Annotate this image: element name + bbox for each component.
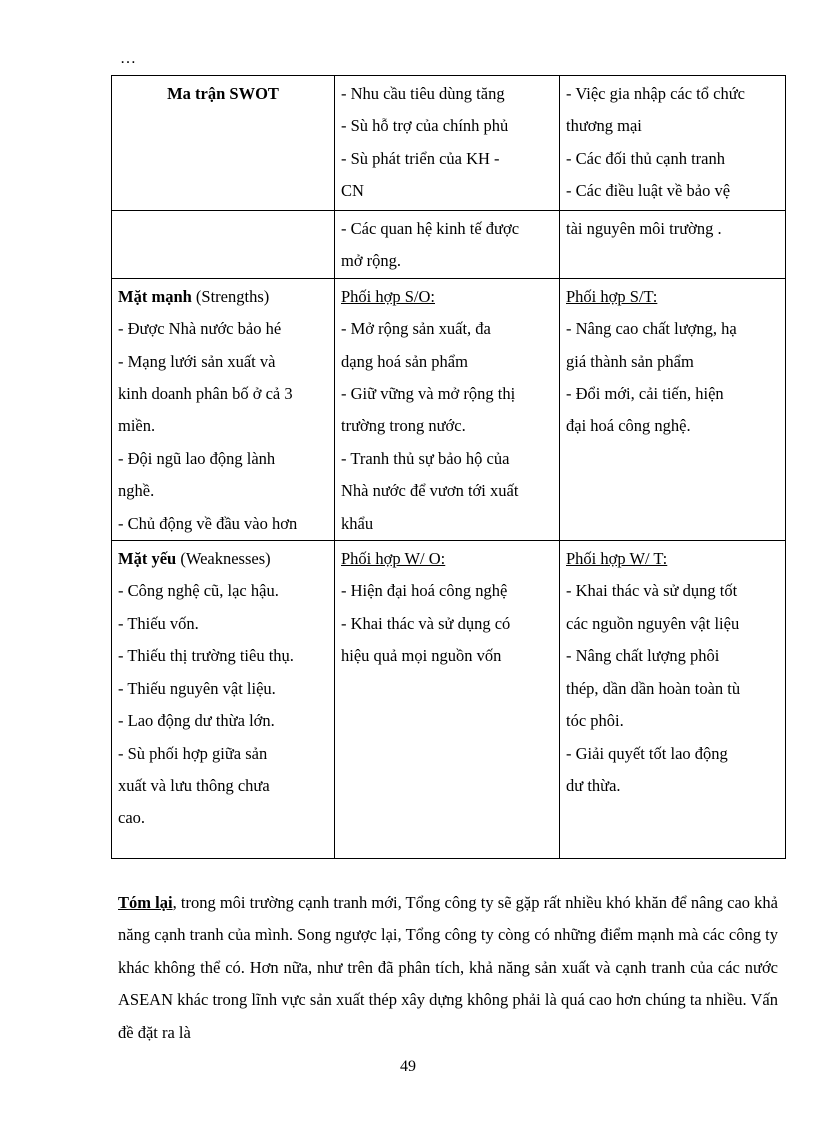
so-line: khẩu: [341, 513, 374, 533]
strength-line: miền.: [118, 416, 156, 436]
so-line: dạng hoá sản phẩm: [341, 351, 468, 371]
strengths-label-en: (Strengths): [191, 286, 270, 306]
threat-line: thương mại: [566, 116, 642, 136]
opportunity-line: - Nhu cầu tiêu dùng tăng: [341, 84, 505, 103]
st-cell: [560, 278, 786, 540]
table-row-header-cont: [112, 211, 786, 279]
threat-line: tài nguyên môi trường .: [566, 219, 722, 238]
threat-line: - Việc gia nhập các tổ chức: [566, 84, 745, 103]
wo-line: hiệu quả mọi nguồn vốn: [341, 646, 502, 666]
wt-title: Phối hợp W/ T:: [566, 549, 668, 569]
summary-paragraph: [118, 887, 778, 1050]
strength-line: kinh doanh phân bố ở cả 3: [118, 384, 293, 404]
st-line: giá thành sản phẩm: [566, 351, 694, 371]
strength-line: - Được Nhà nước bảo hé: [118, 319, 282, 339]
threats-cell: [560, 76, 786, 211]
weakness-line: xuất và lưu thông chưa: [118, 775, 270, 795]
st-line: đại hoá công nghệ.: [566, 416, 691, 436]
weakness-line: - Lao động dư thừa lớn.: [118, 711, 275, 731]
table-row-weaknesses: [112, 541, 786, 859]
wt-line: - Giải quyết tốt lao động: [566, 743, 728, 763]
strengths-label: Mặt mạnh: [118, 286, 192, 306]
summary-text: , trong môi trường cạnh tranh mới, Tổng công ty sẽ gặp rất nhiều khó khăn để nâng cao khả năng cạnh tranh của mình. Song ngược lại, Tổng công ty còng có những điểm mạnh mà các công ty khác không thể có. Hơn nữa, như trên đã phân tích, khả năng sản xuất và cạnh tranh của các nước ASEAN khác trong lĩnh vực sản xuất thép xây dựng không phải là quá cao hơn chúng ta nhiều. Vấn đề đặt ra là: [118, 892, 778, 1042]
swot-title: Ma trận SWOT: [167, 84, 279, 103]
threats-cont-cell: [560, 211, 786, 279]
weakness-line: cao.: [118, 808, 146, 828]
so-line: trường trong nước.: [341, 416, 466, 436]
wt-line: - Khai thác và sử dụng tốt: [566, 581, 738, 601]
so-line: - Giữ vững và mở rộng thị: [341, 384, 516, 404]
ellipsis-marker: …: [120, 50, 136, 67]
weakness-line: - Công nghệ cũ, lạc hậu.: [118, 581, 279, 601]
wt-line: thép, dần dần hoàn toàn tù: [566, 678, 741, 698]
threat-line: - Các đối thủ cạnh tranh: [566, 148, 725, 168]
page-number: 49: [400, 1058, 416, 1075]
swot-matrix-table: [111, 75, 786, 859]
weakness-line: - Thiếu nguyên vật liệu.: [118, 678, 276, 698]
weakness-line: - Thiếu vốn.: [118, 613, 199, 633]
strength-line: - Chủ động về đầu vào hơn: [118, 513, 298, 533]
so-title: Phối hợp S/O:: [341, 286, 435, 306]
wo-cell: [335, 541, 560, 859]
wt-line: các nguồn nguyên vật liệu: [566, 613, 740, 633]
swot-title-cell: [112, 76, 335, 211]
wt-cell: [560, 541, 786, 859]
strengths-cell: [112, 278, 335, 540]
so-cell: [335, 278, 560, 540]
so-line: - Tranh thủ sự bảo hộ của: [341, 448, 510, 468]
st-line: - Nâng cao chất lượng, hạ: [566, 319, 737, 339]
strength-line: - Đội ngũ lao động lành: [118, 448, 276, 468]
opportunity-line: mở rộng.: [341, 251, 402, 271]
weakness-line: - Thiếu thị trường tiêu thụ.: [118, 646, 294, 666]
empty-cell: [112, 211, 335, 279]
opportunities-cell: [335, 76, 560, 211]
wo-line: - Hiện đại hoá công nghệ: [341, 581, 508, 601]
so-line: - Mở rộng sản xuất, đa: [341, 319, 491, 339]
wo-title: Phối hợp W/ O:: [341, 549, 446, 569]
weaknesses-heading: [118, 543, 328, 575]
wo-line: - Khai thác và sử dụng có: [341, 613, 511, 633]
opportunity-line: - Các quan hệ kinh tế được: [341, 219, 520, 238]
st-line: - Đổi mới, cải tiến, hiện: [566, 384, 724, 404]
weaknesses-cell: [112, 541, 335, 859]
table-row-strengths: [112, 278, 786, 540]
strengths-heading: [118, 281, 328, 313]
weakness-line: - Sù phối hợp giữa sản: [118, 743, 268, 763]
threat-line: - Các điều luật về bảo vệ: [566, 181, 731, 201]
wt-line: dư thừa.: [566, 775, 621, 795]
wt-line: tóc phôi.: [566, 711, 624, 731]
strength-line: nghề.: [118, 481, 155, 501]
table-row-header: [112, 76, 786, 211]
opportunity-line: - Sù hỗ trợ của chính phủ: [341, 116, 509, 136]
st-title: Phối hợp S/T:: [566, 286, 658, 306]
opportunity-line: - Sù phát triển của KH -: [341, 148, 500, 168]
opportunities-cont-cell: [335, 211, 560, 279]
weaknesses-label-en: (Weaknesses): [176, 549, 271, 569]
summary-lead: Tóm lại: [118, 892, 173, 912]
wt-line: - Nâng chất lượng phôi: [566, 646, 720, 666]
so-line: Nhà nước để vươn tới xuất: [341, 481, 519, 501]
opportunity-line: CN: [341, 181, 364, 201]
weaknesses-label: Mặt yếu: [118, 549, 177, 569]
strength-line: - Mạng lưới sản xuất và: [118, 351, 276, 371]
